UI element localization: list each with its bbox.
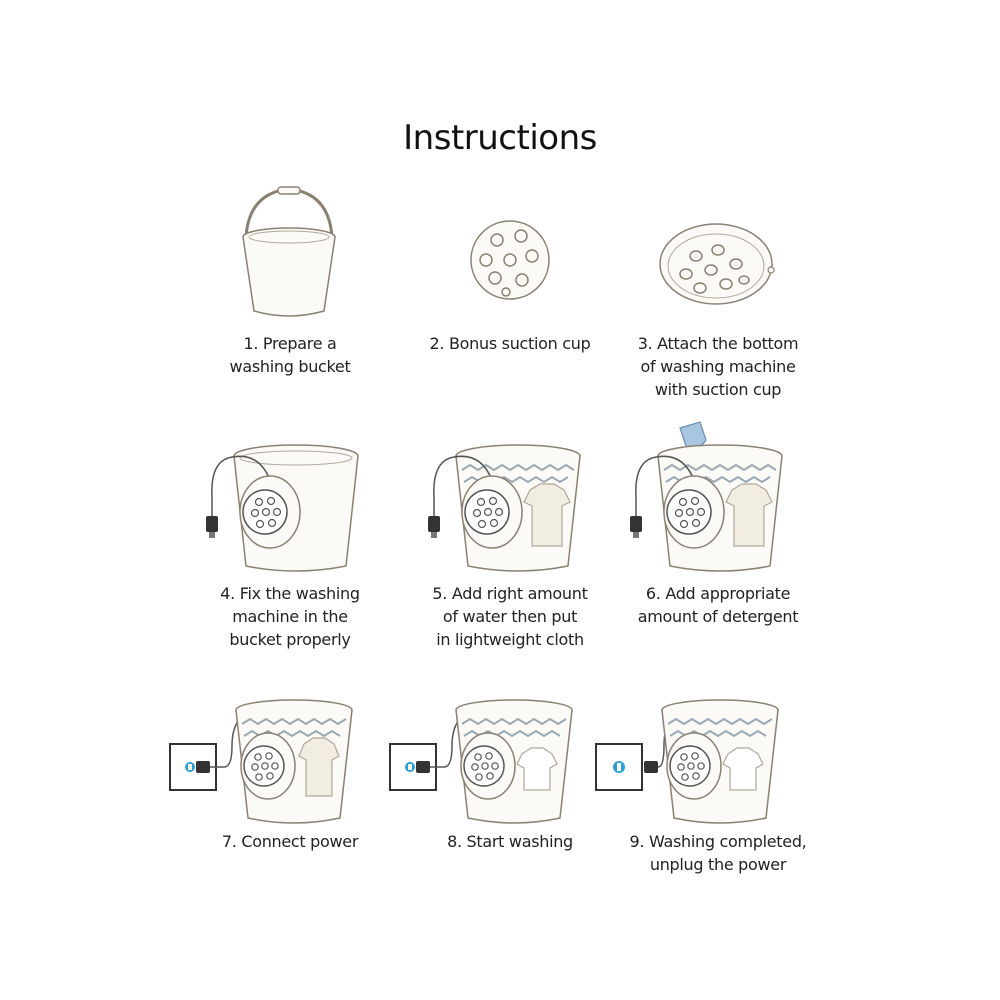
washing-icon: [388, 696, 584, 828]
detergent-pour-icon: [622, 418, 790, 575]
bucket-icon: [234, 185, 344, 320]
machine-bottom-icon: [656, 218, 780, 308]
step-7-caption: 7. Connect power: [221, 832, 359, 851]
suction-cup-icon: [468, 218, 552, 302]
step-8-caption: 8. Start washing: [447, 832, 573, 851]
step-3-caption: 3. Attach the bottom of washing machine with suction cup: [637, 334, 799, 399]
bucket-with-machine-icon: [198, 440, 366, 575]
step-6-caption: 6. Add appropriate amount of detergent: [637, 584, 799, 626]
step-2-caption: 2. Bonus suction cup: [429, 334, 591, 353]
step-5-caption: 5. Add right amount of water then put in lightweight cloth: [432, 584, 588, 649]
step-1-caption: 1. Prepare a washing bucket: [229, 334, 351, 376]
page-title: Instructions: [403, 118, 597, 158]
unplug-icon: [594, 696, 790, 828]
power-connect-icon: [168, 696, 364, 828]
step-9-caption: 9. Washing completed, unplug the power: [629, 832, 807, 874]
bucket-water-cloth-icon: [420, 440, 588, 575]
step-4-caption: 4. Fix the washing machine in the bucket properly: [220, 584, 360, 649]
